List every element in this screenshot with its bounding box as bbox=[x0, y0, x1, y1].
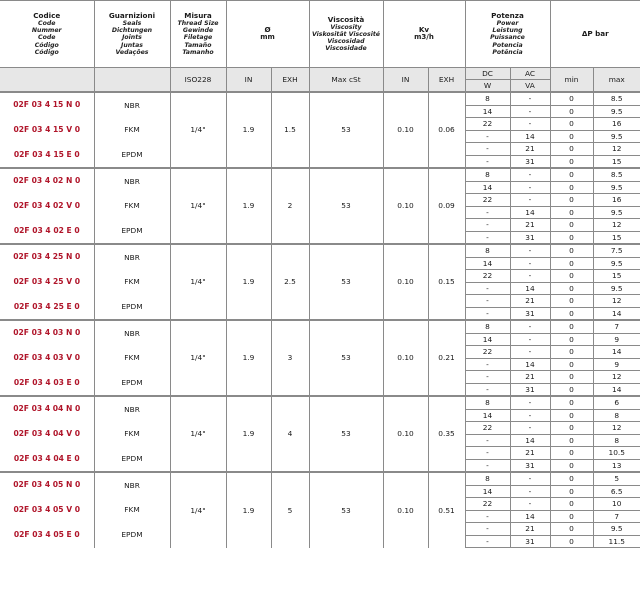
subheader-code-blank bbox=[0, 68, 94, 93]
subheader-max-cst: Max cSt bbox=[309, 68, 383, 93]
power-ac: - bbox=[510, 181, 550, 194]
header-viscosity: Viscosità Viscosity Viskosität Viscosité Viscosidad Viscosidade bbox=[309, 1, 383, 68]
pressure-min: 0 bbox=[550, 92, 593, 105]
product-code: 02F 03 4 25 N 0 bbox=[0, 244, 94, 270]
power-ac: 21 bbox=[510, 447, 550, 460]
subheader-ac-unit: VA bbox=[510, 80, 550, 93]
power-dc: 8 bbox=[465, 92, 510, 105]
power-dc: 22 bbox=[465, 498, 510, 511]
product-code: 02F 03 4 05 E 0 bbox=[13, 530, 80, 540]
pressure-min: 0 bbox=[550, 231, 593, 244]
power-ac: - bbox=[510, 472, 550, 485]
power-ac: - bbox=[510, 422, 550, 435]
table-row bbox=[0, 168, 640, 181]
power-dc: 14 bbox=[465, 409, 510, 422]
power-dc: - bbox=[465, 383, 510, 396]
pressure-max: 6.5 bbox=[593, 485, 640, 498]
pressure-min: 0 bbox=[550, 194, 593, 207]
seal-material: EPDM bbox=[94, 143, 170, 169]
power-ac: 31 bbox=[510, 459, 550, 472]
pressure-min: 0 bbox=[550, 130, 593, 143]
pressure-min: 0 bbox=[550, 523, 593, 536]
kv-exh: 0.51 bbox=[428, 472, 465, 548]
diameter-in: 1.9 bbox=[226, 168, 271, 244]
pressure-max: 9 bbox=[593, 358, 640, 371]
table-row bbox=[0, 320, 640, 333]
kv-in: 0.10 bbox=[383, 168, 428, 244]
power-dc: - bbox=[465, 231, 510, 244]
pressure-max: 7.5 bbox=[593, 244, 640, 257]
seal-material: EPDM bbox=[94, 447, 170, 473]
pressure-max: 14 bbox=[593, 346, 640, 359]
subheader-row bbox=[0, 68, 640, 80]
product-code: 02F 03 4 04 E 0 bbox=[13, 453, 80, 463]
power-ac: - bbox=[510, 396, 550, 409]
power-dc: - bbox=[465, 358, 510, 371]
pressure-min: 0 bbox=[550, 472, 593, 485]
pressure-min: 0 bbox=[550, 447, 593, 460]
subheader-diameter-exh: EXH bbox=[271, 68, 309, 93]
seal-material: NBR bbox=[94, 168, 170, 194]
pressure-min: 0 bbox=[550, 320, 593, 333]
power-dc: 8 bbox=[465, 396, 510, 409]
pressure-max: 9.5 bbox=[593, 130, 640, 143]
power-ac: - bbox=[510, 333, 550, 346]
pressure-max: 5 bbox=[593, 472, 640, 485]
power-ac: - bbox=[510, 346, 550, 359]
seal-material: EPDM bbox=[94, 523, 170, 548]
product-code: 02F 03 4 04 V 0 bbox=[13, 429, 81, 439]
power-ac: 31 bbox=[510, 231, 550, 244]
subheader-iso228: ISO228 bbox=[170, 68, 226, 93]
seal-material: FKM bbox=[94, 346, 170, 371]
seal-material: FKM bbox=[94, 270, 170, 295]
thread-size: 1/4" bbox=[170, 472, 226, 548]
thread-size: 1/4" bbox=[170, 396, 226, 472]
pressure-min: 0 bbox=[550, 459, 593, 472]
pressure-min: 0 bbox=[550, 244, 593, 257]
pressure-min: 0 bbox=[550, 257, 593, 270]
power-ac: - bbox=[510, 485, 550, 498]
kv-in: 0.10 bbox=[383, 396, 428, 472]
diameter-exh: 2 bbox=[271, 168, 309, 244]
max-viscosity: 53 bbox=[309, 92, 383, 168]
subheader-min: min bbox=[550, 68, 593, 93]
subheader-kv-exh: EXH bbox=[428, 68, 465, 93]
pressure-min: 0 bbox=[550, 333, 593, 346]
product-code: 02F 03 4 25 E 0 bbox=[13, 301, 80, 311]
product-code: 02F 03 4 05 N 0 bbox=[0, 472, 94, 498]
power-dc: - bbox=[465, 523, 510, 536]
kv-in: 0.10 bbox=[383, 92, 428, 168]
seal-material: FKM bbox=[94, 498, 170, 523]
power-dc: - bbox=[465, 206, 510, 219]
seal-material: NBR bbox=[94, 472, 170, 498]
power-dc: - bbox=[465, 143, 510, 156]
pressure-max: 15 bbox=[593, 155, 640, 168]
power-ac: 31 bbox=[510, 383, 550, 396]
header-seals: Guarnizioni Seals Dichtungen Joints Juntas Vedações bbox=[94, 1, 170, 68]
product-code: 02F 03 4 03 V 0 bbox=[13, 353, 81, 363]
thread-size: 1/4" bbox=[170, 320, 226, 396]
power-dc: - bbox=[465, 535, 510, 548]
pressure-min: 0 bbox=[550, 358, 593, 371]
pressure-min: 0 bbox=[550, 485, 593, 498]
power-ac: 21 bbox=[510, 219, 550, 232]
pressure-max: 12 bbox=[593, 295, 640, 308]
pressure-max: 9.5 bbox=[593, 105, 640, 118]
power-dc: - bbox=[465, 155, 510, 168]
power-ac: - bbox=[510, 244, 550, 257]
header-delta-p: ΔP bar bbox=[550, 1, 640, 68]
power-dc: - bbox=[465, 130, 510, 143]
kv-in: 0.10 bbox=[383, 244, 428, 320]
product-code: 02F 03 4 04 N 0 bbox=[0, 396, 94, 422]
pressure-max: 11.5 bbox=[593, 535, 640, 548]
power-dc: 14 bbox=[465, 333, 510, 346]
seal-material: EPDM bbox=[94, 219, 170, 245]
power-dc: - bbox=[465, 434, 510, 447]
product-code: 02F 03 4 15 V 0 bbox=[13, 125, 81, 135]
pressure-max: 12 bbox=[593, 143, 640, 156]
pressure-max: 16 bbox=[593, 194, 640, 207]
max-viscosity: 53 bbox=[309, 168, 383, 244]
product-code: 02F 03 4 02 E 0 bbox=[13, 225, 80, 235]
product-code: 02F 03 4 02 N 0 bbox=[0, 168, 94, 194]
power-dc: 22 bbox=[465, 346, 510, 359]
max-viscosity: 53 bbox=[309, 320, 383, 396]
power-ac: 31 bbox=[510, 307, 550, 320]
power-ac: - bbox=[510, 498, 550, 511]
kv-in: 0.10 bbox=[383, 472, 428, 548]
power-ac: 14 bbox=[510, 282, 550, 295]
pressure-max: 14 bbox=[593, 383, 640, 396]
table-row bbox=[0, 396, 640, 409]
pressure-max: 9.5 bbox=[593, 523, 640, 536]
header-row bbox=[0, 1, 640, 68]
subheader-max: max bbox=[593, 68, 640, 93]
kv-exh: 0.09 bbox=[428, 168, 465, 244]
subheader-dc-unit: W bbox=[465, 80, 510, 93]
thread-size: 1/4" bbox=[170, 244, 226, 320]
kv-exh: 0.15 bbox=[428, 244, 465, 320]
header-diameter: Ø mm bbox=[226, 1, 309, 68]
pressure-min: 0 bbox=[550, 422, 593, 435]
thread-size: 1/4" bbox=[170, 92, 226, 168]
power-ac: - bbox=[510, 168, 550, 181]
header-kv: Kv m3/h bbox=[383, 1, 465, 68]
pressure-min: 0 bbox=[550, 105, 593, 118]
pressure-max: 8.5 bbox=[593, 92, 640, 105]
seal-material: EPDM bbox=[94, 371, 170, 397]
pressure-min: 0 bbox=[550, 434, 593, 447]
power-dc: 8 bbox=[465, 320, 510, 333]
power-ac: - bbox=[510, 92, 550, 105]
power-dc: 22 bbox=[465, 422, 510, 435]
pressure-min: 0 bbox=[550, 181, 593, 194]
pressure-max: 15 bbox=[593, 231, 640, 244]
pressure-max: 8.5 bbox=[593, 168, 640, 181]
power-dc: 22 bbox=[465, 194, 510, 207]
power-ac: 14 bbox=[510, 130, 550, 143]
pressure-min: 0 bbox=[550, 535, 593, 548]
pressure-max: 10 bbox=[593, 498, 640, 511]
power-ac: - bbox=[510, 409, 550, 422]
pressure-max: 9.5 bbox=[593, 257, 640, 270]
power-ac: - bbox=[510, 105, 550, 118]
power-dc: 8 bbox=[465, 244, 510, 257]
header-power: Potenza Power Leistung Puissance Potencia Potência bbox=[465, 1, 550, 68]
power-dc: 14 bbox=[465, 257, 510, 270]
product-code: 02F 03 4 03 E 0 bbox=[13, 377, 80, 387]
subheader-dc: DC bbox=[465, 68, 510, 80]
kv-in: 0.10 bbox=[383, 320, 428, 396]
diameter-exh: 3 bbox=[271, 320, 309, 396]
power-ac: 31 bbox=[510, 155, 550, 168]
diameter-in: 1.9 bbox=[226, 244, 271, 320]
pressure-max: 7 bbox=[593, 510, 640, 523]
pressure-max: 12 bbox=[593, 371, 640, 384]
seal-material: NBR bbox=[94, 320, 170, 346]
power-ac: - bbox=[510, 118, 550, 131]
pressure-max: 8 bbox=[593, 434, 640, 447]
power-dc: - bbox=[465, 371, 510, 384]
power-ac: - bbox=[510, 194, 550, 207]
diameter-in: 1.9 bbox=[226, 92, 271, 168]
power-dc: 22 bbox=[465, 118, 510, 131]
power-ac: 31 bbox=[510, 535, 550, 548]
power-ac: 21 bbox=[510, 295, 550, 308]
table-body bbox=[0, 92, 640, 548]
power-ac: 14 bbox=[510, 358, 550, 371]
power-dc: 14 bbox=[465, 485, 510, 498]
seal-material: NBR bbox=[94, 396, 170, 422]
kv-exh: 0.35 bbox=[428, 396, 465, 472]
power-ac: - bbox=[510, 320, 550, 333]
power-dc: - bbox=[465, 447, 510, 460]
power-ac: 14 bbox=[510, 434, 550, 447]
pressure-max: 9.5 bbox=[593, 206, 640, 219]
pressure-max: 10.5 bbox=[593, 447, 640, 460]
power-dc: - bbox=[465, 459, 510, 472]
power-ac: 14 bbox=[510, 206, 550, 219]
power-dc: 8 bbox=[465, 472, 510, 485]
diameter-in: 1.9 bbox=[226, 472, 271, 548]
max-viscosity: 53 bbox=[309, 396, 383, 472]
product-code: 02F 03 4 05 V 0 bbox=[13, 505, 81, 515]
pressure-min: 0 bbox=[550, 270, 593, 283]
power-dc: 14 bbox=[465, 105, 510, 118]
pressure-min: 0 bbox=[550, 143, 593, 156]
diameter-exh: 1.5 bbox=[271, 92, 309, 168]
power-dc: - bbox=[465, 307, 510, 320]
power-dc: 14 bbox=[465, 181, 510, 194]
pressure-min: 0 bbox=[550, 282, 593, 295]
power-dc: - bbox=[465, 510, 510, 523]
subheader-seals-blank bbox=[94, 68, 170, 93]
pressure-min: 0 bbox=[550, 118, 593, 131]
pressure-min: 0 bbox=[550, 206, 593, 219]
diameter-in: 1.9 bbox=[226, 320, 271, 396]
power-dc: - bbox=[465, 295, 510, 308]
pressure-max: 12 bbox=[593, 422, 640, 435]
power-ac: 21 bbox=[510, 371, 550, 384]
power-dc: - bbox=[465, 219, 510, 232]
product-code: 02F 03 4 15 N 0 bbox=[0, 92, 94, 118]
pressure-max: 9.5 bbox=[593, 181, 640, 194]
pressure-min: 0 bbox=[550, 295, 593, 308]
seal-material: EPDM bbox=[94, 295, 170, 321]
diameter-exh: 5 bbox=[271, 472, 309, 548]
power-dc: - bbox=[465, 282, 510, 295]
diameter-in: 1.9 bbox=[226, 396, 271, 472]
pressure-min: 0 bbox=[550, 396, 593, 409]
max-viscosity: 53 bbox=[309, 244, 383, 320]
table-row bbox=[0, 244, 640, 257]
header-code: Codice Code Nummer Code Código Código bbox=[0, 1, 94, 68]
pressure-max: 16 bbox=[593, 118, 640, 131]
pressure-min: 0 bbox=[550, 510, 593, 523]
diameter-exh: 2.5 bbox=[271, 244, 309, 320]
header-size: Misura Thread Size Gewinde Filetage Tamaño Tamanho bbox=[170, 1, 226, 68]
pressure-max: 14 bbox=[593, 307, 640, 320]
product-code: 02F 03 4 02 V 0 bbox=[13, 201, 81, 211]
pressure-min: 0 bbox=[550, 307, 593, 320]
pressure-max: 9 bbox=[593, 333, 640, 346]
thread-size: 1/4" bbox=[170, 168, 226, 244]
pressure-min: 0 bbox=[550, 383, 593, 396]
pressure-max: 8 bbox=[593, 409, 640, 422]
seal-material: FKM bbox=[94, 118, 170, 143]
pressure-max: 9.5 bbox=[593, 282, 640, 295]
subheader-ac: AC bbox=[510, 68, 550, 80]
kv-exh: 0.06 bbox=[428, 92, 465, 168]
seal-material: FKM bbox=[94, 194, 170, 219]
power-dc: 8 bbox=[465, 168, 510, 181]
seal-material: FKM bbox=[94, 422, 170, 447]
pressure-max: 7 bbox=[593, 320, 640, 333]
diameter-exh: 4 bbox=[271, 396, 309, 472]
pressure-min: 0 bbox=[550, 155, 593, 168]
max-viscosity: 53 bbox=[309, 472, 383, 548]
pressure-min: 0 bbox=[550, 371, 593, 384]
power-ac: 21 bbox=[510, 523, 550, 536]
subheader-diameter-in: IN bbox=[226, 68, 271, 93]
power-ac: 21 bbox=[510, 143, 550, 156]
table-row bbox=[0, 472, 640, 485]
product-code: 02F 03 4 15 E 0 bbox=[13, 149, 80, 159]
pressure-min: 0 bbox=[550, 219, 593, 232]
subheader-kv-in: IN bbox=[383, 68, 428, 93]
product-code: 02F 03 4 03 N 0 bbox=[0, 320, 94, 346]
pressure-min: 0 bbox=[550, 498, 593, 511]
table-row bbox=[0, 92, 640, 105]
seal-material: NBR bbox=[94, 244, 170, 270]
pressure-max: 12 bbox=[593, 219, 640, 232]
product-code: 02F 03 4 25 V 0 bbox=[13, 277, 81, 287]
pressure-min: 0 bbox=[550, 409, 593, 422]
pressure-min: 0 bbox=[550, 346, 593, 359]
pressure-max: 13 bbox=[593, 459, 640, 472]
pressure-max: 15 bbox=[593, 270, 640, 283]
power-ac: 14 bbox=[510, 510, 550, 523]
pressure-min: 0 bbox=[550, 168, 593, 181]
seal-material: NBR bbox=[94, 92, 170, 118]
pressure-max: 6 bbox=[593, 396, 640, 409]
power-dc: 22 bbox=[465, 270, 510, 283]
power-ac: - bbox=[510, 257, 550, 270]
kv-exh: 0.21 bbox=[428, 320, 465, 396]
power-ac: - bbox=[510, 270, 550, 283]
